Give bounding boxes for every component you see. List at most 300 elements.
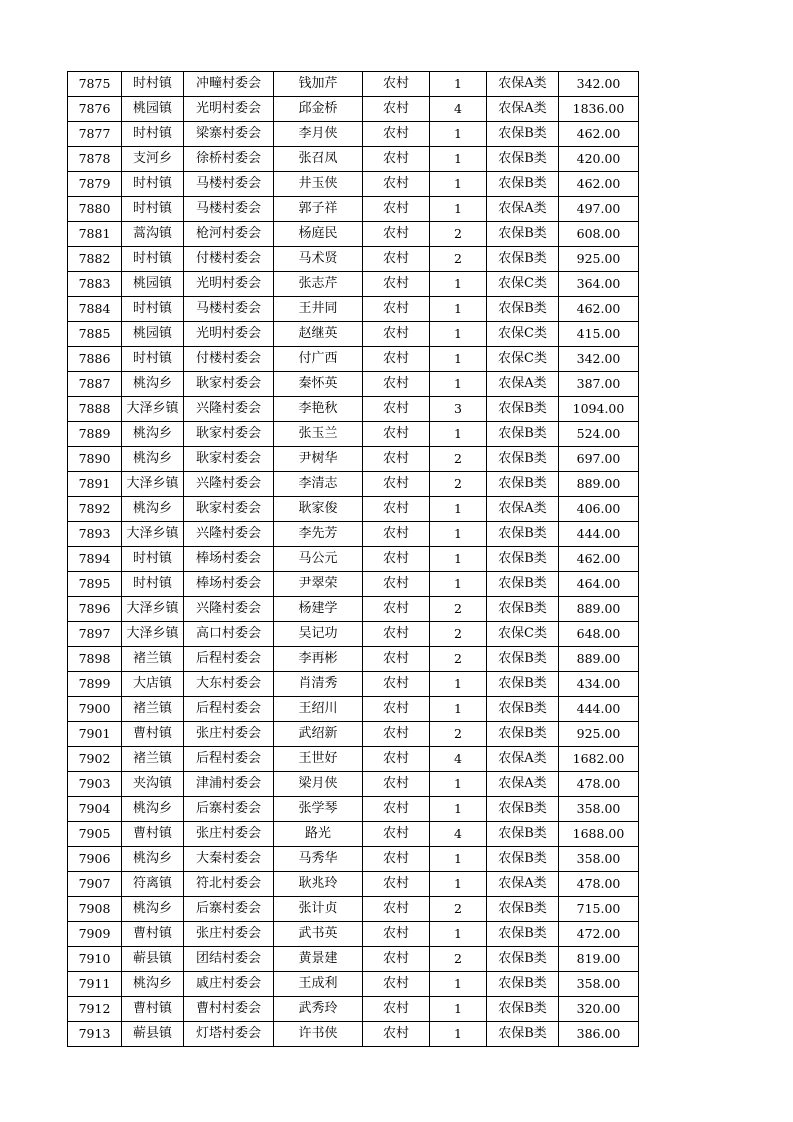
household-type-cell: 农村	[363, 472, 430, 497]
serial-number-cell: 7883	[68, 272, 122, 297]
amount-cell: 358.00	[559, 797, 639, 822]
insurance-category-cell: 农保A类	[487, 772, 559, 797]
amount-cell: 1682.00	[559, 747, 639, 772]
serial-number-cell: 7895	[68, 572, 122, 597]
town-cell: 夹沟镇	[122, 772, 184, 797]
insurance-category-cell: 农保B类	[487, 972, 559, 997]
serial-number-cell: 7911	[68, 972, 122, 997]
table-row	[68, 922, 639, 947]
serial-number-cell: 7887	[68, 372, 122, 397]
serial-number-cell: 7876	[68, 97, 122, 122]
household-type-cell: 农村	[363, 447, 430, 472]
name-cell: 黄景建	[274, 947, 363, 972]
insurance-category-cell: 农保B类	[487, 1022, 559, 1047]
village-committee-cell: 棒场村委会	[184, 572, 274, 597]
serial-number-cell: 7877	[68, 122, 122, 147]
town-cell: 蒿沟镇	[122, 222, 184, 247]
name-cell: 张志芹	[274, 272, 363, 297]
insurance-category-cell: 农保B类	[487, 797, 559, 822]
town-cell: 桃园镇	[122, 322, 184, 347]
amount-cell: 478.00	[559, 872, 639, 897]
household-type-cell: 农村	[363, 222, 430, 247]
household-type-cell: 农村	[363, 272, 430, 297]
name-cell: 马秀华	[274, 847, 363, 872]
name-cell: 武书英	[274, 922, 363, 947]
serial-number-cell: 7885	[68, 322, 122, 347]
household-type-cell: 农村	[363, 622, 430, 647]
serial-number-cell: 7893	[68, 522, 122, 547]
household-type-cell: 农村	[363, 597, 430, 622]
amount-cell: 342.00	[559, 347, 639, 372]
table-row	[68, 197, 639, 222]
household-type-cell: 农村	[363, 572, 430, 597]
household-size-cell: 1	[430, 997, 487, 1022]
household-type-cell: 农村	[363, 397, 430, 422]
household-size-cell: 1	[430, 172, 487, 197]
household-type-cell: 农村	[363, 122, 430, 147]
amount-cell: 358.00	[559, 847, 639, 872]
household-type-cell: 农村	[363, 897, 430, 922]
insurance-category-cell: 农保B类	[487, 447, 559, 472]
village-committee-cell: 棒场村委会	[184, 547, 274, 572]
town-cell: 大泽乡镇	[122, 622, 184, 647]
household-size-cell: 1	[430, 847, 487, 872]
town-cell: 桃沟乡	[122, 447, 184, 472]
table-row	[68, 447, 639, 472]
village-committee-cell: 符北村委会	[184, 872, 274, 897]
town-cell: 大店镇	[122, 672, 184, 697]
household-size-cell: 2	[430, 622, 487, 647]
village-committee-cell: 后程村委会	[184, 647, 274, 672]
household-size-cell: 1	[430, 572, 487, 597]
serial-number-cell: 7910	[68, 947, 122, 972]
name-cell: 郭子祥	[274, 197, 363, 222]
village-committee-cell: 枪河村委会	[184, 222, 274, 247]
insurance-category-cell: 农保A类	[487, 197, 559, 222]
amount-cell: 386.00	[559, 1022, 639, 1047]
name-cell: 王世好	[274, 747, 363, 772]
insurance-category-cell: 农保A类	[487, 97, 559, 122]
household-type-cell: 农村	[363, 547, 430, 572]
serial-number-cell: 7908	[68, 897, 122, 922]
village-committee-cell: 马楼村委会	[184, 197, 274, 222]
household-type-cell: 农村	[363, 1022, 430, 1047]
serial-number-cell: 7904	[68, 797, 122, 822]
town-cell: 曹村镇	[122, 997, 184, 1022]
household-size-cell: 1	[430, 122, 487, 147]
household-size-cell: 1	[430, 697, 487, 722]
household-size-cell: 2	[430, 722, 487, 747]
table-row	[68, 822, 639, 847]
insurance-category-cell: 农保B类	[487, 547, 559, 572]
amount-cell: 444.00	[559, 697, 639, 722]
household-type-cell: 农村	[363, 647, 430, 672]
insurance-category-cell: 农保B类	[487, 122, 559, 147]
table-row	[68, 372, 639, 397]
amount-cell: 462.00	[559, 122, 639, 147]
serial-number-cell: 7901	[68, 722, 122, 747]
table-row	[68, 172, 639, 197]
name-cell: 王成利	[274, 972, 363, 997]
insurance-category-cell: 农保B类	[487, 947, 559, 972]
serial-number-cell: 7875	[68, 72, 122, 97]
table-row	[68, 1022, 639, 1047]
village-committee-cell: 津浦村委会	[184, 772, 274, 797]
table-row	[68, 872, 639, 897]
name-cell: 李艳秋	[274, 397, 363, 422]
household-size-cell: 1	[430, 497, 487, 522]
town-cell: 桃园镇	[122, 97, 184, 122]
insurance-category-cell: 农保A类	[487, 497, 559, 522]
village-committee-cell: 马楼村委会	[184, 172, 274, 197]
name-cell: 井玉侠	[274, 172, 363, 197]
table-row	[68, 72, 639, 97]
amount-cell: 320.00	[559, 997, 639, 1022]
name-cell: 赵继英	[274, 322, 363, 347]
village-committee-cell: 后程村委会	[184, 697, 274, 722]
name-cell: 武绍新	[274, 722, 363, 747]
amount-cell: 1688.00	[559, 822, 639, 847]
insurance-category-cell: 农保B类	[487, 422, 559, 447]
serial-number-cell: 7909	[68, 922, 122, 947]
household-size-cell: 3	[430, 397, 487, 422]
household-type-cell: 农村	[363, 347, 430, 372]
table-row	[68, 697, 639, 722]
insurance-category-cell: 农保A类	[487, 372, 559, 397]
table-row	[68, 472, 639, 497]
table-row	[68, 572, 639, 597]
amount-cell: 889.00	[559, 472, 639, 497]
village-committee-cell: 张庄村委会	[184, 722, 274, 747]
household-type-cell: 农村	[363, 697, 430, 722]
village-committee-cell: 大东村委会	[184, 672, 274, 697]
serial-number-cell: 7888	[68, 397, 122, 422]
name-cell: 付广西	[274, 347, 363, 372]
household-size-cell: 2	[430, 647, 487, 672]
household-type-cell: 农村	[363, 947, 430, 972]
insurance-category-cell: 农保B类	[487, 247, 559, 272]
household-type-cell: 农村	[363, 497, 430, 522]
household-size-cell: 1	[430, 797, 487, 822]
household-type-cell: 农村	[363, 72, 430, 97]
serial-number-cell: 7902	[68, 747, 122, 772]
household-type-cell: 农村	[363, 522, 430, 547]
village-committee-cell: 张庄村委会	[184, 822, 274, 847]
serial-number-cell: 7891	[68, 472, 122, 497]
insurance-category-cell: 农保B类	[487, 822, 559, 847]
household-size-cell: 1	[430, 147, 487, 172]
amount-cell: 478.00	[559, 772, 639, 797]
amount-cell: 608.00	[559, 222, 639, 247]
town-cell: 大泽乡镇	[122, 397, 184, 422]
amount-cell: 342.00	[559, 72, 639, 97]
table-row	[68, 597, 639, 622]
name-cell: 路光	[274, 822, 363, 847]
insurance-category-cell: 农保B类	[487, 672, 559, 697]
amount-cell: 364.00	[559, 272, 639, 297]
table-body	[68, 72, 639, 1047]
insurance-category-cell: 农保C类	[487, 622, 559, 647]
amount-cell: 524.00	[559, 422, 639, 447]
town-cell: 时村镇	[122, 172, 184, 197]
table-row	[68, 297, 639, 322]
village-committee-cell: 兴隆村委会	[184, 597, 274, 622]
name-cell: 张计贞	[274, 897, 363, 922]
household-size-cell: 2	[430, 597, 487, 622]
household-type-cell: 农村	[363, 172, 430, 197]
household-type-cell: 农村	[363, 922, 430, 947]
table-row	[68, 947, 639, 972]
village-committee-cell: 张庄村委会	[184, 922, 274, 947]
table-row	[68, 147, 639, 172]
village-committee-cell: 团结村委会	[184, 947, 274, 972]
household-type-cell: 农村	[363, 297, 430, 322]
serial-number-cell: 7880	[68, 197, 122, 222]
town-cell: 桃沟乡	[122, 972, 184, 997]
household-size-cell: 1	[430, 872, 487, 897]
amount-cell: 925.00	[559, 247, 639, 272]
household-type-cell: 农村	[363, 197, 430, 222]
serial-number-cell: 7884	[68, 297, 122, 322]
table-row	[68, 247, 639, 272]
town-cell: 大泽乡镇	[122, 522, 184, 547]
amount-cell: 462.00	[559, 172, 639, 197]
table-row	[68, 422, 639, 447]
village-committee-cell: 兴隆村委会	[184, 397, 274, 422]
insurance-category-cell: 农保B类	[487, 147, 559, 172]
household-size-cell: 2	[430, 947, 487, 972]
amount-cell: 889.00	[559, 597, 639, 622]
household-size-cell: 1	[430, 547, 487, 572]
table-row	[68, 997, 639, 1022]
insurance-category-cell: 农保B类	[487, 172, 559, 197]
serial-number-cell: 7878	[68, 147, 122, 172]
name-cell: 张召凤	[274, 147, 363, 172]
name-cell: 李先芳	[274, 522, 363, 547]
amount-cell: 925.00	[559, 722, 639, 747]
name-cell: 邱金桥	[274, 97, 363, 122]
beneficiary-table	[67, 71, 639, 1047]
town-cell: 时村镇	[122, 547, 184, 572]
town-cell: 支河乡	[122, 147, 184, 172]
insurance-category-cell: 农保C类	[487, 322, 559, 347]
insurance-category-cell: 农保B类	[487, 722, 559, 747]
name-cell: 马术贤	[274, 247, 363, 272]
amount-cell: 415.00	[559, 322, 639, 347]
insurance-category-cell: 农保C类	[487, 272, 559, 297]
insurance-category-cell: 农保B类	[487, 647, 559, 672]
household-size-cell: 2	[430, 447, 487, 472]
insurance-category-cell: 农保B类	[487, 472, 559, 497]
household-type-cell: 农村	[363, 322, 430, 347]
village-committee-cell: 兴隆村委会	[184, 472, 274, 497]
household-type-cell: 农村	[363, 147, 430, 172]
household-size-cell: 1	[430, 1022, 487, 1047]
name-cell: 武秀玲	[274, 997, 363, 1022]
table-row	[68, 97, 639, 122]
name-cell: 杨庭民	[274, 222, 363, 247]
table-row	[68, 122, 639, 147]
village-committee-cell: 马楼村委会	[184, 297, 274, 322]
household-size-cell: 1	[430, 272, 487, 297]
serial-number-cell: 7905	[68, 822, 122, 847]
town-cell: 时村镇	[122, 572, 184, 597]
household-size-cell: 1	[430, 197, 487, 222]
household-size-cell: 1	[430, 972, 487, 997]
serial-number-cell: 7899	[68, 672, 122, 697]
name-cell: 李再彬	[274, 647, 363, 672]
insurance-category-cell: 农保B类	[487, 997, 559, 1022]
town-cell: 曹村镇	[122, 922, 184, 947]
name-cell: 秦怀英	[274, 372, 363, 397]
household-size-cell: 4	[430, 747, 487, 772]
household-type-cell: 农村	[363, 847, 430, 872]
serial-number-cell: 7903	[68, 772, 122, 797]
name-cell: 许书侠	[274, 1022, 363, 1047]
town-cell: 时村镇	[122, 347, 184, 372]
town-cell: 桃沟乡	[122, 897, 184, 922]
household-size-cell: 4	[430, 97, 487, 122]
serial-number-cell: 7890	[68, 447, 122, 472]
name-cell: 杨建学	[274, 597, 363, 622]
serial-number-cell: 7894	[68, 547, 122, 572]
household-size-cell: 1	[430, 72, 487, 97]
amount-cell: 697.00	[559, 447, 639, 472]
village-committee-cell: 徐桥村委会	[184, 147, 274, 172]
table-row	[68, 622, 639, 647]
amount-cell: 462.00	[559, 297, 639, 322]
insurance-category-cell: 农保B类	[487, 847, 559, 872]
name-cell: 耿兆玲	[274, 872, 363, 897]
name-cell: 马公元	[274, 547, 363, 572]
amount-cell: 497.00	[559, 197, 639, 222]
serial-number-cell: 7912	[68, 997, 122, 1022]
insurance-category-cell: 农保A类	[487, 872, 559, 897]
amount-cell: 444.00	[559, 522, 639, 547]
village-committee-cell: 光明村委会	[184, 322, 274, 347]
amount-cell: 1094.00	[559, 397, 639, 422]
household-type-cell: 农村	[363, 747, 430, 772]
serial-number-cell: 7892	[68, 497, 122, 522]
name-cell: 李月侠	[274, 122, 363, 147]
amount-cell: 462.00	[559, 547, 639, 572]
table-row	[68, 647, 639, 672]
name-cell: 王绍川	[274, 697, 363, 722]
table-row	[68, 797, 639, 822]
household-type-cell: 农村	[363, 422, 430, 447]
town-cell: 桃沟乡	[122, 847, 184, 872]
insurance-category-cell: 农保A类	[487, 72, 559, 97]
village-committee-cell: 兴隆村委会	[184, 522, 274, 547]
table-row	[68, 897, 639, 922]
village-committee-cell: 戚庄村委会	[184, 972, 274, 997]
name-cell: 钱加芹	[274, 72, 363, 97]
insurance-category-cell: 农保B类	[487, 397, 559, 422]
serial-number-cell: 7913	[68, 1022, 122, 1047]
serial-number-cell: 7906	[68, 847, 122, 872]
town-cell: 大泽乡镇	[122, 472, 184, 497]
household-type-cell: 农村	[363, 872, 430, 897]
amount-cell: 472.00	[559, 922, 639, 947]
table-row	[68, 272, 639, 297]
amount-cell: 464.00	[559, 572, 639, 597]
village-committee-cell: 耿家村委会	[184, 447, 274, 472]
insurance-category-cell: 农保A类	[487, 747, 559, 772]
amount-cell: 1836.00	[559, 97, 639, 122]
village-committee-cell: 光明村委会	[184, 272, 274, 297]
town-cell: 蕲县镇	[122, 947, 184, 972]
town-cell: 符离镇	[122, 872, 184, 897]
insurance-category-cell: 农保C类	[487, 347, 559, 372]
name-cell: 梁月侠	[274, 772, 363, 797]
insurance-category-cell: 农保B类	[487, 572, 559, 597]
town-cell: 褚兰镇	[122, 747, 184, 772]
town-cell: 时村镇	[122, 72, 184, 97]
serial-number-cell: 7900	[68, 697, 122, 722]
table-row	[68, 522, 639, 547]
household-type-cell: 农村	[363, 772, 430, 797]
household-size-cell: 1	[430, 322, 487, 347]
insurance-category-cell: 农保B类	[487, 597, 559, 622]
table-row	[68, 497, 639, 522]
serial-number-cell: 7881	[68, 222, 122, 247]
name-cell: 张学琴	[274, 797, 363, 822]
town-cell: 桃沟乡	[122, 422, 184, 447]
table-row	[68, 847, 639, 872]
household-size-cell: 1	[430, 297, 487, 322]
table-row	[68, 547, 639, 572]
village-committee-cell: 梁寨村委会	[184, 122, 274, 147]
amount-cell: 889.00	[559, 647, 639, 672]
village-committee-cell: 耿家村委会	[184, 497, 274, 522]
household-size-cell: 2	[430, 222, 487, 247]
table-row	[68, 222, 639, 247]
household-size-cell: 2	[430, 897, 487, 922]
amount-cell: 715.00	[559, 897, 639, 922]
town-cell: 时村镇	[122, 297, 184, 322]
household-type-cell: 农村	[363, 97, 430, 122]
insurance-category-cell: 农保B类	[487, 222, 559, 247]
town-cell: 曹村镇	[122, 722, 184, 747]
household-size-cell: 1	[430, 672, 487, 697]
town-cell: 桃沟乡	[122, 372, 184, 397]
household-size-cell: 2	[430, 472, 487, 497]
household-type-cell: 农村	[363, 372, 430, 397]
serial-number-cell: 7898	[68, 647, 122, 672]
amount-cell: 819.00	[559, 947, 639, 972]
table-row	[68, 772, 639, 797]
household-type-cell: 农村	[363, 247, 430, 272]
insurance-category-cell: 农保B类	[487, 922, 559, 947]
household-size-cell: 1	[430, 772, 487, 797]
serial-number-cell: 7889	[68, 422, 122, 447]
serial-number-cell: 7897	[68, 622, 122, 647]
name-cell: 尹树华	[274, 447, 363, 472]
village-committee-cell: 付楼村委会	[184, 347, 274, 372]
household-size-cell: 4	[430, 822, 487, 847]
village-committee-cell: 灯塔村委会	[184, 1022, 274, 1047]
town-cell: 褚兰镇	[122, 697, 184, 722]
village-committee-cell: 耿家村委会	[184, 422, 274, 447]
town-cell: 大泽乡镇	[122, 597, 184, 622]
town-cell: 蕲县镇	[122, 1022, 184, 1047]
household-type-cell: 农村	[363, 972, 430, 997]
town-cell: 桃园镇	[122, 272, 184, 297]
household-type-cell: 农村	[363, 797, 430, 822]
name-cell: 尹翠荣	[274, 572, 363, 597]
household-size-cell: 1	[430, 372, 487, 397]
village-committee-cell: 冲疃村委会	[184, 72, 274, 97]
